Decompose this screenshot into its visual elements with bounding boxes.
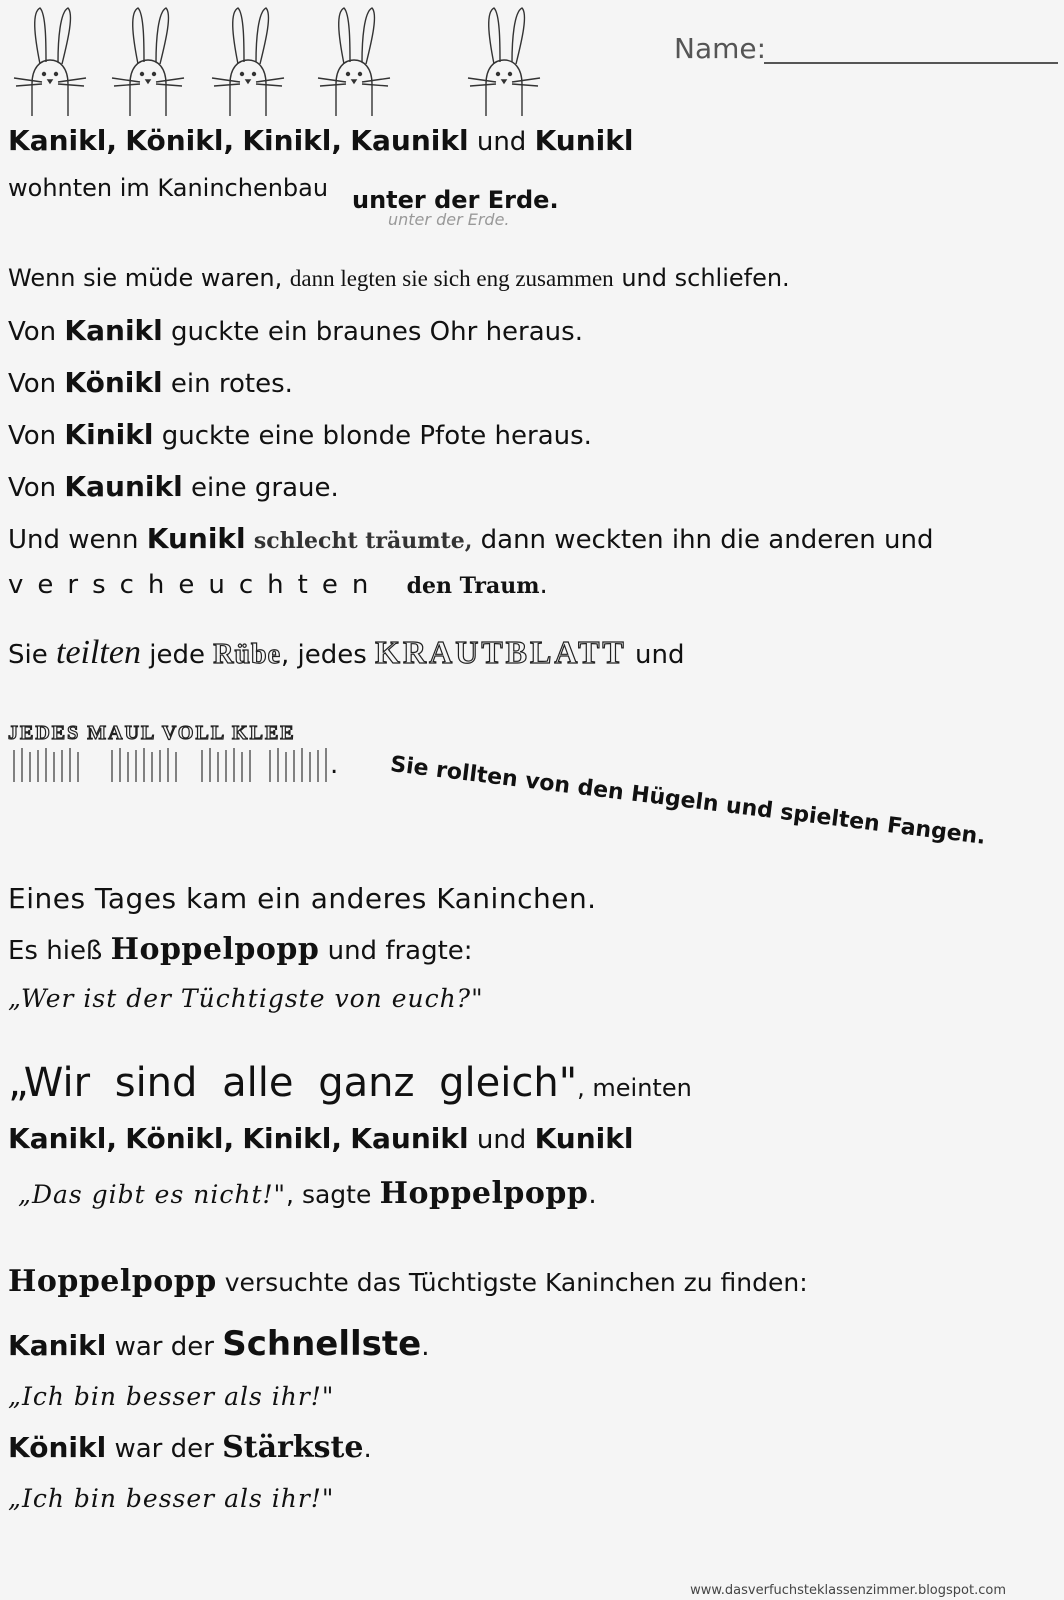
text-period: . [363, 1434, 372, 1464]
name-koenikl: Könikl [64, 366, 163, 399]
klee-decoration [8, 720, 338, 782]
bunny-drawing [464, 4, 544, 120]
name-kanikl: Kanikl, [8, 124, 117, 157]
name-kinikl: Kinikl, [242, 124, 343, 157]
name-kunikl: Kunikl [534, 1122, 634, 1155]
text-und-wenn: Und wenn [8, 525, 139, 555]
text-pfote: guckte eine blonde Pfote heraus. [161, 421, 592, 451]
name-kaunikl: Kaunikl [350, 1122, 469, 1155]
text-und: und [635, 640, 685, 670]
line-kunikl-traum [8, 522, 934, 555]
text-krautblatt: KRAUTBLATT [375, 634, 627, 670]
name-kunikl: Kunikl [146, 522, 246, 555]
text-wer-ist-tuechtigste: „Wer ist der Tüchtigste von euch?" [8, 984, 484, 1013]
footer-url: www.dasverfuchsteklassenzimmer.blogspot.com [690, 1583, 1006, 1598]
name-kanikl: Kanikl [64, 314, 163, 347]
word-und: und [476, 1125, 527, 1155]
line-alle-gleich [8, 1060, 692, 1106]
line-gibt-es-nicht [18, 1176, 597, 1211]
name-kinikl: Kinikl [64, 418, 154, 451]
text-jedes-maul-voll-klee: JEDES MAUL VOLL KLEE [8, 722, 296, 744]
text-war-der: war der [114, 1332, 214, 1362]
bunny-drawing [314, 4, 394, 120]
name-kanikl: Kanikl, [8, 1122, 117, 1155]
text-weckten: dann weckten ihn die anderen und [480, 525, 934, 555]
name-hoppelpopp: Hoppelpopp [110, 932, 320, 967]
text-meinten: , meinten [577, 1074, 692, 1102]
text-wenn-muede: Wenn sie müde waren, [8, 264, 283, 292]
name-koenikl: Könikl, [125, 1122, 235, 1155]
text-von: Von [8, 369, 57, 399]
text-period: . [330, 750, 339, 780]
name-kaunikl: Kaunikl [350, 124, 469, 157]
name-hoppelpopp: Hoppelpopp [379, 1176, 589, 1211]
text-das-gibt-es-nicht: „Das gibt es nicht!" [18, 1180, 287, 1209]
name-koenikl: Könikl [8, 1431, 107, 1464]
text-teilten: teilten [56, 634, 141, 671]
line-staerkste [8, 1430, 372, 1465]
text-besser-als-ihr: „Ich bin besser als ihr!" [8, 1484, 335, 1513]
line-teilten [8, 634, 685, 672]
text-jede: jede [149, 640, 205, 670]
text-von: Von [8, 317, 57, 347]
text-ruebe: Rübe [213, 639, 282, 670]
line-muede [8, 264, 790, 292]
rabbit-names-line-2 [8, 1122, 633, 1155]
text-schliefen: und schliefen. [621, 264, 790, 292]
text-rotes: ein rotes. [170, 369, 293, 399]
text-rollten-fangen: Sie rollten von den Hügeln und spielten Fangen. [388, 752, 987, 850]
text-verscheuchten: verscheuchten [8, 570, 383, 600]
text-fragte: und fragte: [327, 936, 473, 966]
text-schlecht-traeumte: schlecht träumte, [253, 528, 473, 554]
line-hoppelpopp-fragte [8, 932, 473, 967]
name-kanikl: Kanikl [8, 1329, 107, 1362]
text-eines-tages: Eines Tages kam ein anderes Kaninchen. [8, 882, 597, 915]
text-von: Von [8, 421, 57, 451]
word-und: und [476, 127, 527, 157]
text-ohr: guckte ein braunes Ohr heraus. [171, 317, 583, 347]
name-hoppelpopp: Hoppelpopp [8, 1264, 217, 1299]
line-verscheuchten [8, 570, 548, 600]
text-den-traum: den Traum [406, 573, 540, 599]
text-sagte: , sagte [286, 1180, 372, 1209]
text-eng-zusammen: dann legten sie sich eng zusammen [289, 266, 614, 291]
bunny-drawing [208, 4, 288, 120]
name-kaunikl: Kaunikl [64, 470, 183, 503]
rabbit-names-line [8, 124, 633, 157]
text-unter-der-erde-shadow: unter der Erde. [388, 210, 510, 229]
text-kaninchenbau: wohnten im Kaninchenbau [8, 174, 329, 202]
text-sie: Sie [8, 640, 48, 670]
name-kunikl: Kunikl [534, 124, 634, 157]
name-kinikl: Kinikl, [242, 1122, 343, 1155]
text-staerkste: Stärkste [222, 1430, 364, 1465]
text-von: Von [8, 473, 57, 503]
name-label: Name: [674, 32, 767, 65]
text-graue: eine graue. [190, 473, 339, 503]
line-koenikl-rot [8, 366, 293, 399]
line-kinikl-pfote [8, 418, 592, 451]
grass-decoration [8, 744, 338, 782]
text-wir-sind-alle-gleich: „Wir sind alle ganz gleich" [8, 1060, 578, 1106]
name-input-line[interactable] [764, 62, 1058, 64]
text-period: . [588, 1180, 597, 1210]
line-kaninchenbau [8, 174, 328, 202]
text-schnellste: Schnellste [222, 1324, 422, 1364]
line-kanikl-ohr [8, 314, 583, 347]
line-schnellste [8, 1324, 429, 1364]
text-unter-der-erde: unter der Erde. [352, 186, 559, 214]
text-versuchte: versuchte das Tüchtigste Kaninchen zu finden: [224, 1268, 808, 1297]
bunny-drawing [10, 4, 90, 120]
text-besser-als-ihr: „Ich bin besser als ihr!" [8, 1382, 335, 1411]
text-period: . [421, 1332, 430, 1362]
name-koenikl: Könikl, [125, 124, 235, 157]
line-versuchte [8, 1264, 808, 1299]
text-period: . [539, 570, 548, 600]
text-war-der: war der [114, 1434, 214, 1464]
text-jedes: , jedes [281, 640, 367, 670]
line-kaunikl-grau [8, 470, 339, 503]
text-es-hiess: Es hieß [8, 936, 103, 966]
bunny-drawing [108, 4, 188, 120]
